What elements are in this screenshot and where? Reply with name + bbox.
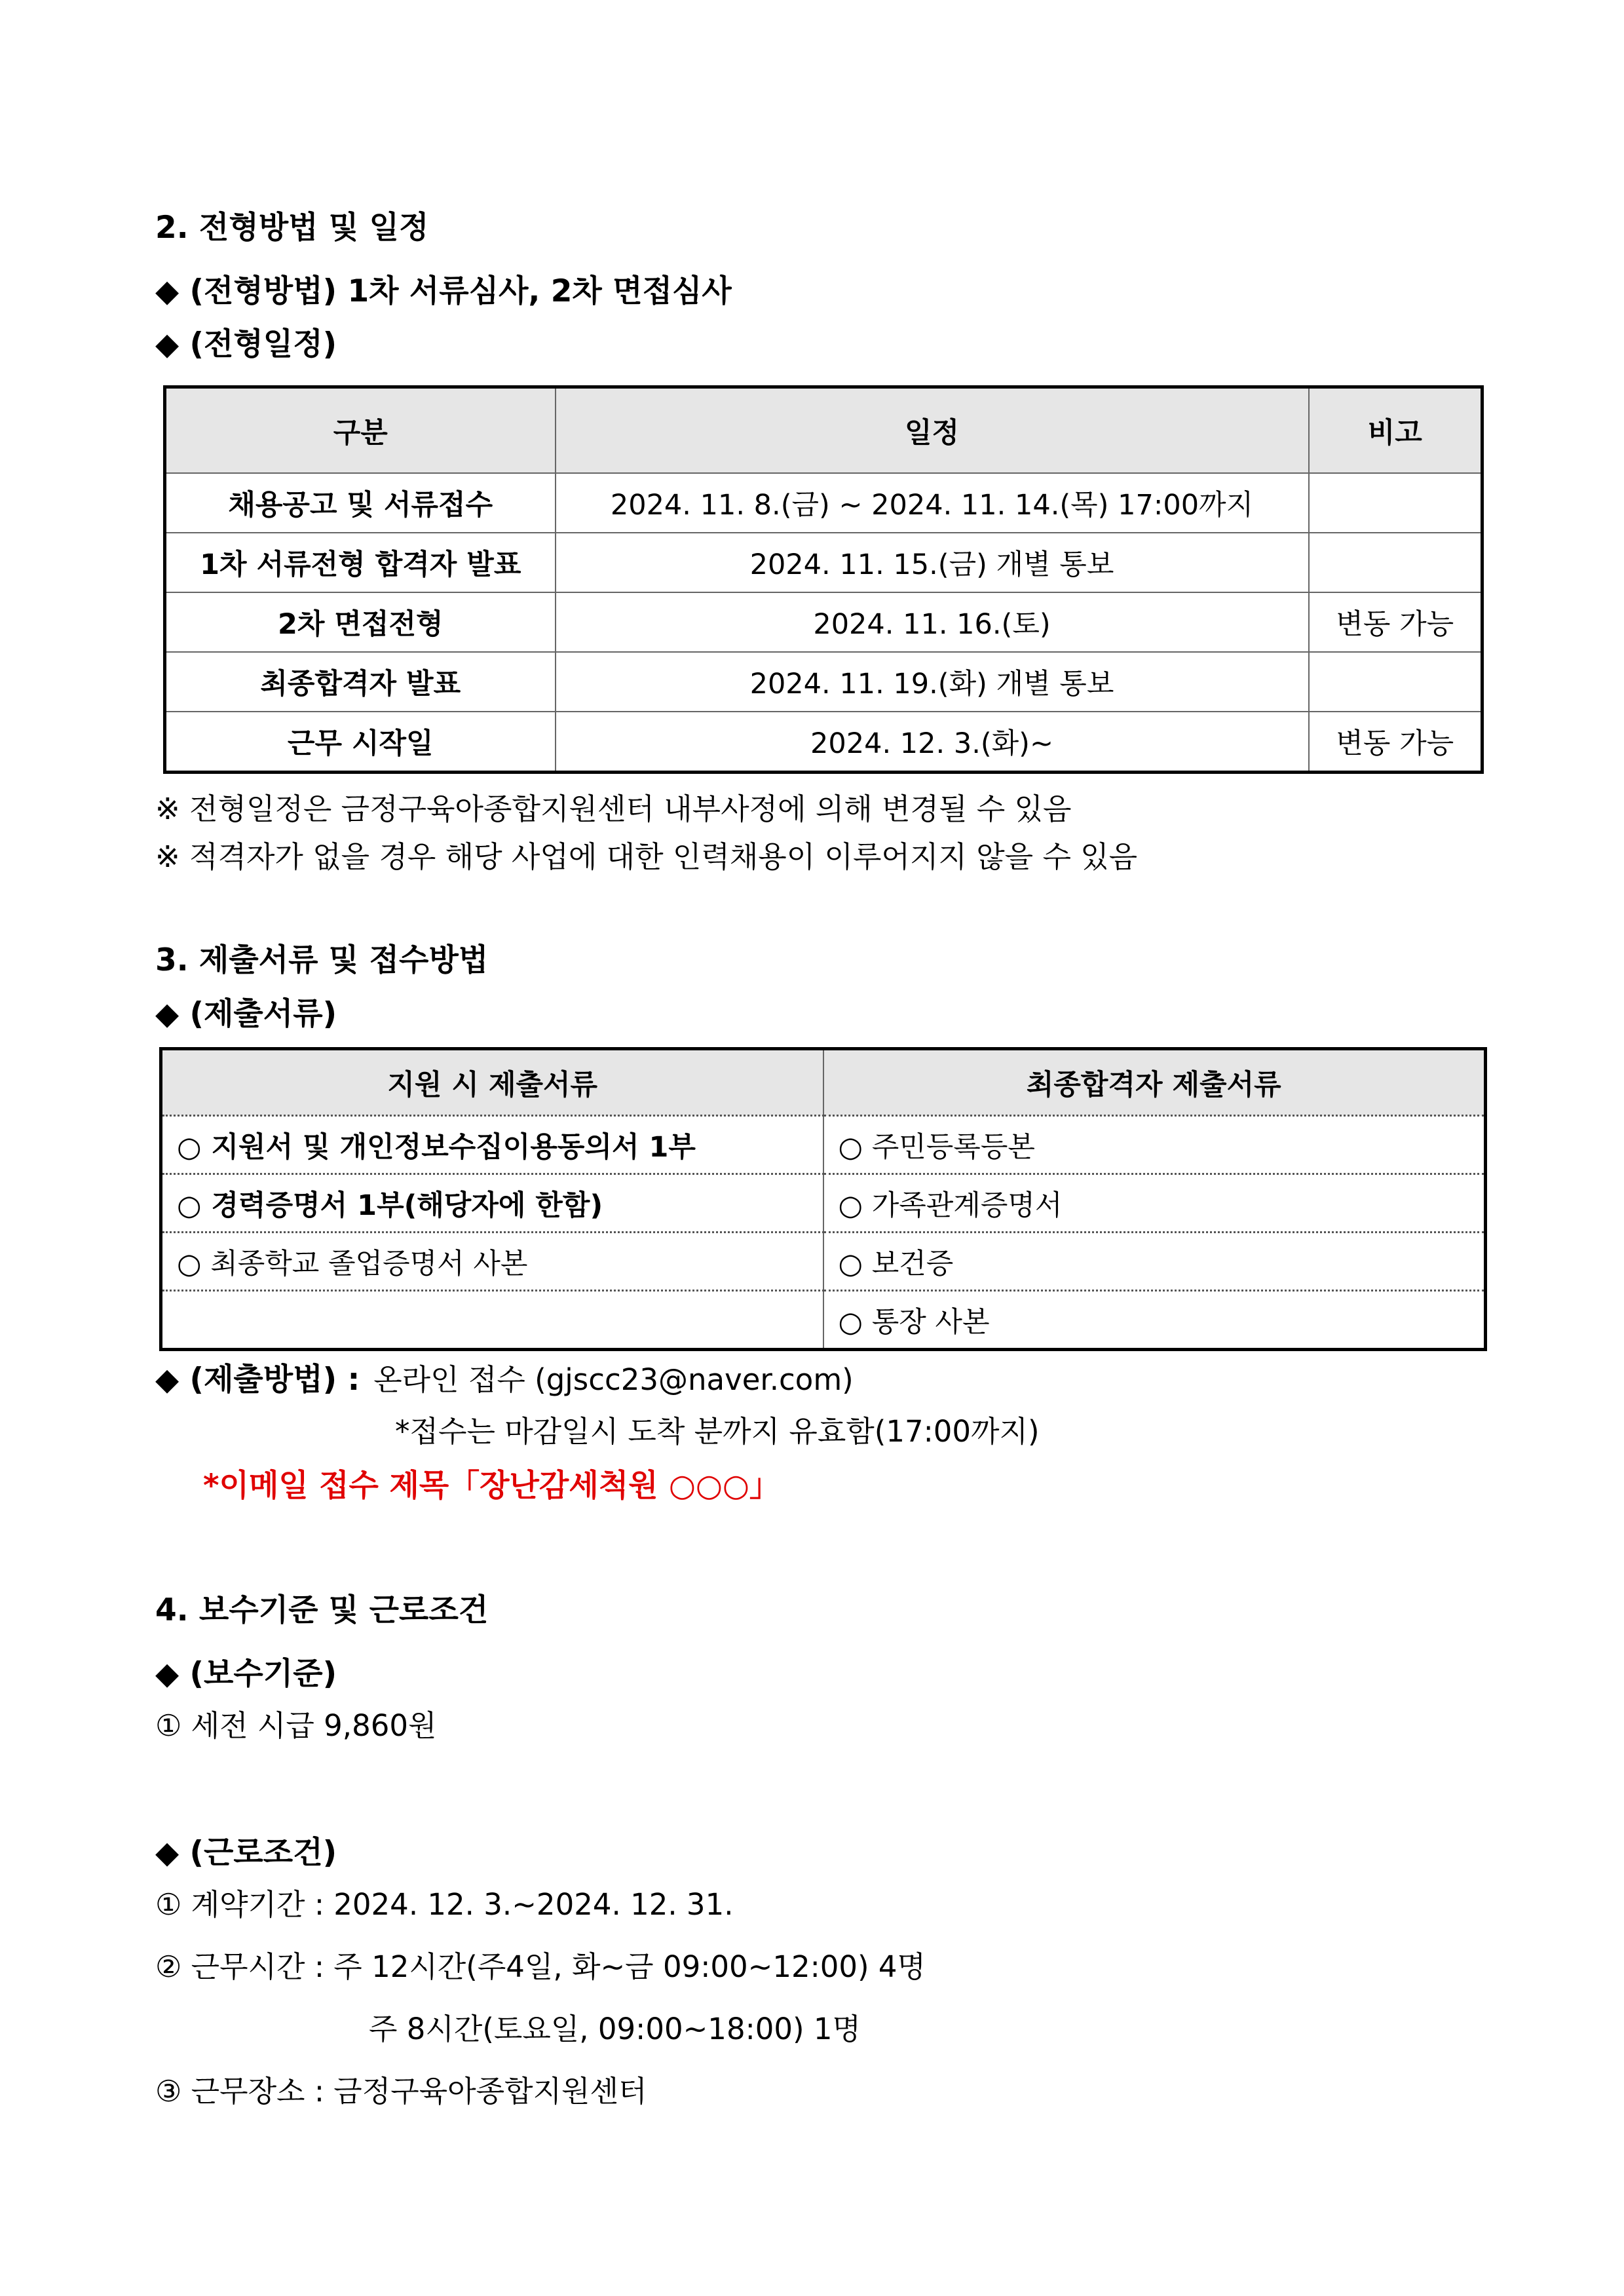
method-note: *접수는 마감일시 도착 분까지 유효함(17:00까지): [395, 1414, 1040, 1449]
final-doc-cell: ○ 주민등록등본: [823, 1116, 1486, 1174]
submission-method: [155, 1355, 854, 1399]
table-row: [165, 592, 1482, 652]
stage-cell: 채용공고 및 서류접수: [165, 473, 556, 533]
note-cell: [1309, 533, 1482, 592]
schedule-label: ◆ (전형일정): [155, 326, 337, 362]
condition-item: ① 계약기간 : 2024. 12. 3.~2024. 12. 31.: [155, 1887, 734, 1922]
method-label: ◆ (제출방법) :: [155, 1362, 360, 1398]
header-cell: 비고: [1309, 387, 1482, 474]
table-row: [165, 473, 1482, 533]
note-cell: [1309, 652, 1482, 712]
table-header-row: [165, 387, 1482, 474]
condition-item: ② 근무시간 : 주 12시간(주4일, 화~금 09:00~12:00) 4명: [155, 1949, 926, 1984]
pay-label: ◆ (보수기준): [155, 1656, 337, 1692]
note-cell: 변동 가능: [1309, 592, 1482, 652]
apply-doc-cell: ○ 지원서 및 개인정보수집이용동의서 1부: [161, 1116, 823, 1174]
note-cell: 변동 가능: [1309, 712, 1482, 773]
date-cell: 2024. 11. 16.(토): [556, 592, 1309, 652]
stage-cell: 1차 서류전형 합격자 발표: [165, 533, 556, 592]
documents-table: [159, 1047, 1487, 1351]
section3-heading: 3. 제출서류 및 접수방법: [155, 942, 489, 978]
schedule-table: [163, 385, 1484, 774]
header-cell: 최종합격자 제출서류: [823, 1049, 1486, 1116]
table-row: [161, 1174, 1486, 1233]
table-row: [165, 712, 1482, 773]
stage-cell: 2차 면접전형: [165, 592, 556, 652]
table-row: [165, 533, 1482, 592]
schedule-note: ※ 전형일정은 금정구육아종합지원센터 내부사정에 의해 변경될 수 있음: [155, 792, 1072, 826]
date-cell: 2024. 11. 8.(금) ~ 2024. 11. 14.(목) 17:00까지: [556, 473, 1309, 533]
condition-item: ③ 근무장소 : 금정구육아종합지원센터: [155, 2074, 647, 2109]
docs-label: ◆ (제출서류): [155, 996, 337, 1032]
schedule-note: ※ 적격자가 없을 경우 해당 사업에 대한 인력채용이 이루어지지 않을 수 있음: [155, 839, 1138, 874]
header-cell: 구분: [165, 387, 556, 474]
apply-doc-cell: ○ 최종학교 졸업증명서 사본: [161, 1233, 823, 1291]
date-cell: 2024. 11. 15.(금) 개별 통보: [556, 533, 1309, 592]
apply-doc-cell: [161, 1291, 823, 1350]
section4-heading: 4. 보수기준 및 근로조건: [155, 1592, 489, 1628]
table-row: [161, 1116, 1486, 1174]
final-doc-cell: ○ 보건증: [823, 1233, 1486, 1291]
apply-doc-cell: ○ 경력증명서 1부(해당자에 한함): [161, 1174, 823, 1233]
final-doc-cell: ○ 가족관계증명서: [823, 1174, 1486, 1233]
note-cell: [1309, 473, 1482, 533]
final-doc-cell: ○ 통장 사본: [823, 1291, 1486, 1350]
stage-cell: 최종합격자 발표: [165, 652, 556, 712]
condition-item: 주 8시간(토요일, 09:00~18:00) 1명: [369, 2012, 861, 2046]
method-line: ◆ (전형방법) 1차 서류심사, 2차 면접심사: [155, 273, 732, 309]
pay-item: ① 세전 시급 9,860원: [155, 1708, 437, 1743]
stage-cell: 근무 시작일: [165, 712, 556, 773]
table-header-row: [161, 1049, 1486, 1116]
table-row: [161, 1291, 1486, 1350]
header-cell: 지원 시 제출서류: [161, 1049, 823, 1116]
email-title-note: *이메일 접수 제목「장난감세척원 ○○○」: [203, 1468, 780, 1504]
date-cell: 2024. 11. 19.(화) 개별 통보: [556, 652, 1309, 712]
section2-heading: 2. 전형방법 및 일정: [155, 210, 429, 246]
conditions-label: ◆ (근로조건): [155, 1835, 337, 1871]
method-value: 온라인 접수 (gjscc23@naver.com): [373, 1362, 854, 1397]
table-row: [161, 1233, 1486, 1291]
date-cell: 2024. 12. 3.(화)~: [556, 712, 1309, 773]
header-cell: 일정: [556, 387, 1309, 474]
table-row: [165, 652, 1482, 712]
